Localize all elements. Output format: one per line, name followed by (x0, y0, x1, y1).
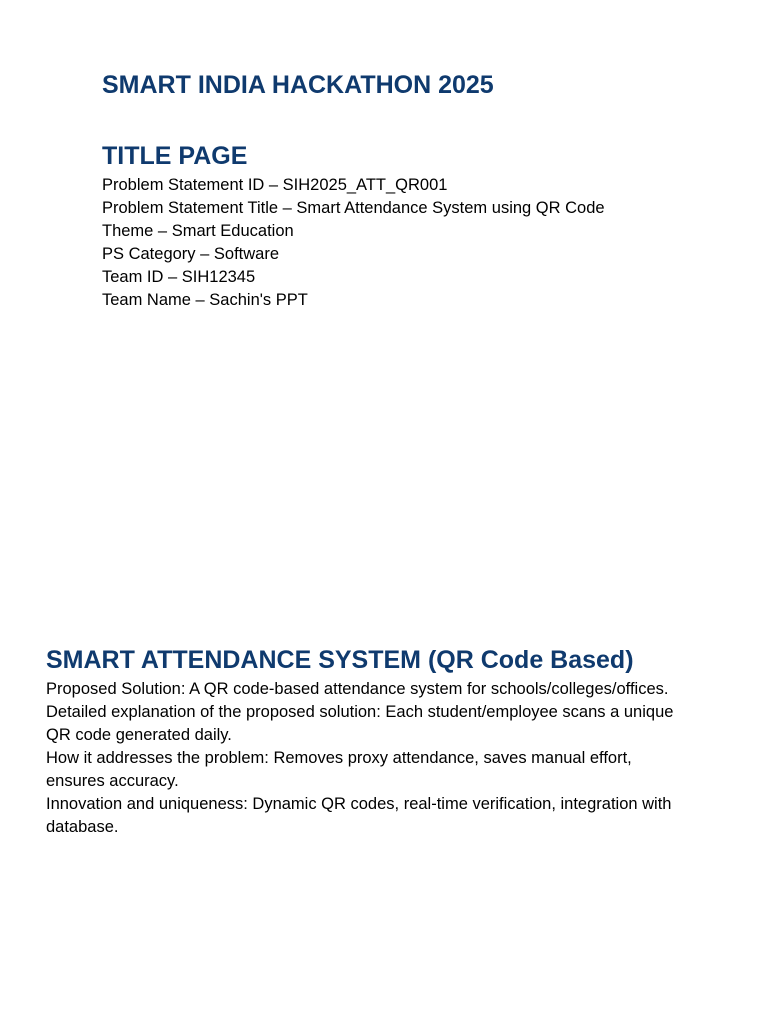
team-name: Team Name – Sachin's PPT (102, 291, 308, 309)
problem-statement-title: Problem Statement Title – Smart Attendance System using QR Code (102, 199, 605, 217)
detailed-explanation-paragraph: Detailed explanation of the proposed solution: Each student/employee scans a unique QR code generated daily. (46, 703, 674, 744)
innovation-paragraph: Innovation and uniqueness: Dynamic QR codes, real-time verification, integration with database. (46, 795, 672, 836)
problem-statement-id: Problem Statement ID – SIH2025_ATT_QR001 (102, 176, 448, 194)
main-heading: SMART INDIA HACKATHON 2025 (102, 71, 494, 99)
title-page-heading: TITLE PAGE (102, 142, 248, 170)
title-details-list (102, 174, 605, 312)
section-heading: SMART ATTENDANCE SYSTEM (QR Code Based) (46, 646, 634, 674)
addresses-problem-paragraph: How it addresses the problem: Removes proxy attendance, saves manual effort, ensures accuracy. (46, 749, 632, 790)
proposed-solution-paragraph: Proposed Solution: A QR code-based attendance system for schools/colleges/offices. (46, 680, 669, 698)
theme: Theme – Smart Education (102, 222, 294, 240)
section-body (46, 678, 686, 839)
team-id: Team ID – SIH12345 (102, 268, 256, 286)
ps-category: PS Category – Software (102, 245, 280, 263)
